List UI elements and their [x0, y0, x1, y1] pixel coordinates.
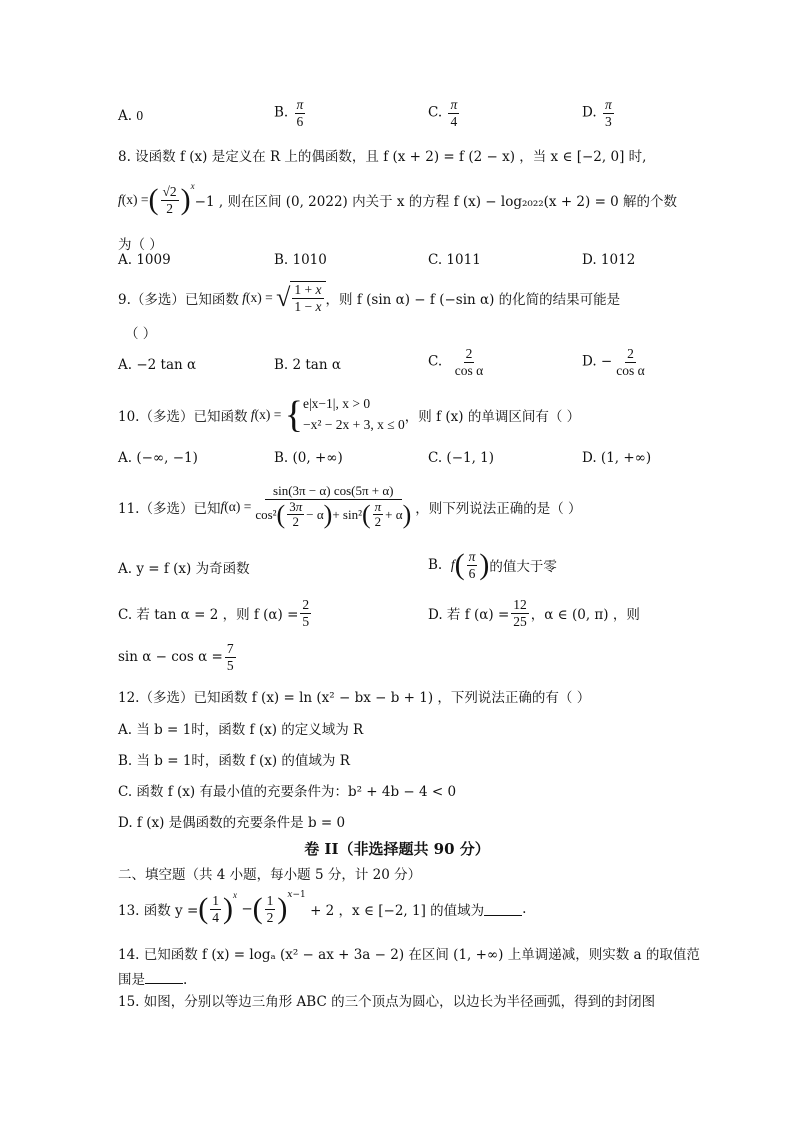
q14-stem-line2: [118, 968, 187, 988]
q12-stem: 12.（多选）已知函数 f (x) = ln (x² − bx − b + 1) ，下列说法正确的有（ ）: [118, 690, 591, 706]
q10-stem-suffix: ，则 f (x) 的单调区间有（ ）: [404, 409, 581, 425]
q13-stem: 13. 函数 y = ( $\frac{1}{4}$ ) $^x$ − ( $\frac{1}{2}$ ) $^{x -1}$ + 2 ，x ∈ [−2, 1] 的值域为 .: [118, 890, 527, 925]
q11-option-d-cont: sin α − cos α = $\frac{7}{5}$: [118, 640, 234, 673]
answer-blank: [145, 971, 183, 984]
numerator: 2: [465, 346, 473, 361]
q10-stem: 10.（多选）已知函数 f (x) = { e|x−1|, x > 0 −x² − 2x + 3, x ≤ 0 ，则 f (x) 的单调区间有（ ）: [118, 394, 581, 436]
q14-stem-line1: 14. 已知函数 f (x) = logₐ (x² − ax + 3a − 2) 在区间 (1, +∞) 上单调递减，则实数 a 的取值范: [118, 947, 700, 963]
numerator: π: [604, 97, 612, 112]
q9-stem-suffix: ，则 f (sin α) − f (−sin α) 的化简的结果可能是: [325, 292, 621, 308]
option-text: 的值大于零: [489, 559, 557, 575]
fraction: [448, 97, 459, 129]
answer-blank: [484, 903, 522, 916]
option-letter: B.: [428, 557, 443, 573]
option-value: 0: [136, 108, 144, 123]
option-letter: C.: [428, 353, 443, 370]
q8-option-b: B. 1010: [274, 252, 327, 268]
q12-option-a: A. 当 b = 1时，函数 f (x) 的定义域为 R: [118, 722, 364, 738]
q8-line2-text: −1 , 则在区间 (0, 2022) 内关于 x 的方程 f (x) − log₂₀₂₂(x + 2) = 0 解的个数: [194, 194, 678, 210]
fraction: [295, 97, 306, 129]
q10-option-a: A. (−∞, −1): [118, 450, 198, 466]
q11-stem-prefix: 11.（多选）已知: [118, 501, 221, 517]
q8-stem-line3: 为（ ）: [118, 237, 163, 253]
denominator: 3: [604, 113, 612, 129]
option-letter: D. −: [582, 353, 613, 370]
q14-text-b: 围是: [118, 972, 145, 988]
q8-stem-line1: 8. 设函数 f (x) 是定义在 R 上的偶函数，且 f (x + 2) = f (2 − x) ，当 x ∈ [−2, 0] 时,: [118, 149, 647, 165]
q14-text-c: .: [183, 972, 188, 988]
option-text-tail: ，α ∈ (0, π) ，则: [530, 607, 640, 623]
option-letter: D.: [582, 104, 597, 121]
denominator: 6: [296, 113, 304, 129]
denominator: cos α: [616, 362, 645, 378]
q10-stem-prefix: 10.（多选）已知函数: [118, 409, 248, 425]
q9-option-a: A. −2 tan α: [118, 357, 197, 373]
q10-option-c: C. (−1, 1): [428, 450, 495, 466]
q7-option-d: [582, 97, 616, 129]
q11-option-b: B. f ( $\frac{\pi}{6}$ ) 的值大于零: [428, 548, 557, 581]
q11-option-c: C. 若 tan α = 2 ，则 f (α) = $\frac{2}{5}$: [118, 596, 310, 629]
q8-option-c: C. 1011: [428, 252, 481, 268]
option-letter: B.: [274, 104, 289, 121]
q12-option-d: D. f (x) 是偶函数的充要条件是 b = 0: [118, 815, 346, 831]
q11-stem-suffix: ，则下列说法正确的是（ ）: [415, 501, 582, 517]
q8-option-a: A. 1009: [118, 252, 171, 268]
q9-stem-prefix: 9.（多选）已知函数: [118, 292, 239, 308]
option-text: C. 若 tan α = 2 ，则 f (α) =: [118, 607, 299, 623]
section-title: 卷 II（非选择题共 90 分）: [304, 840, 490, 858]
numerator: sin(3π − α) cos(5π + α): [265, 484, 401, 500]
case-2: −x² − 2x + 3, x ≤ 0: [302, 417, 405, 432]
option-text: sin α − cos α =: [118, 649, 223, 665]
case-1: e|x−1|, x > 0: [302, 396, 371, 412]
q13-text-c: .: [522, 901, 527, 917]
q15-stem: 15. 如图，分别以等边三角形 ABC 的三个顶点为圆心，以边长为半径画弧，得到的封闭图: [118, 994, 656, 1010]
denominator: cos α: [454, 362, 484, 378]
option-text: D. 若 f (α) =: [428, 607, 510, 623]
q11-stem: 11.（多选）已知 f (α) = sin(3π − α) cos(5π + α) cos² ( $\frac{3\pi}{2}$ − α ) + sin² ( $\frac{\pi}{2}$ + α ) ，则下列说法正确的是（ ）: [118, 482, 582, 530]
q11-option-d: D. 若 f (α) = $\frac{12}{25}$ ，α ∈ (0, π) ，则: [428, 596, 640, 629]
q8-option-d: D. 1012: [582, 252, 636, 268]
piecewise-cases: [303, 394, 405, 436]
option-letter: C.: [428, 104, 443, 121]
q7-option-c: [428, 97, 461, 129]
numerator: π: [450, 97, 458, 112]
fraction: [603, 97, 614, 129]
q7-option-a: [118, 108, 143, 124]
q13-text-a: 13. 函数 y =: [118, 903, 199, 919]
q9-option-d: [582, 346, 649, 378]
q11-option-a: A. y = f (x) 为奇函数: [118, 561, 250, 577]
q8-stem-line2: f (x) = ( $\frac{√2}{2}$ ) $^x$ −1 , 则在区间 (0, 2022) 内关于 x 的方程 f (x) − log₂₀₂₂(x + 2) = 0 解的个数: [118, 181, 678, 216]
q7-option-b: [274, 97, 307, 129]
q9-option-b: B. 2 tan α: [274, 357, 341, 373]
q10-option-b: B. (0, +∞): [274, 450, 343, 466]
option-letter: A.: [118, 108, 133, 124]
numerator: π: [296, 97, 304, 112]
q13-text-b: + 2 ，x ∈ [−2, 1] 的值域为: [310, 903, 485, 919]
denominator: 4: [450, 113, 458, 129]
numerator: 2: [627, 346, 634, 361]
q12-option-b: B. 当 b = 1时，函数 f (x) 的值域为 R: [118, 753, 350, 769]
q9-stem: 9.（多选）已知函数 f (x) = √ $\frac{1 + x}{1 - x}$ ，则 f (sin α) − f (−sin α) 的化简的结果可能是: [118, 282, 621, 314]
section-subtitle: 二、填空题（共 4 小题，每小题 5 分，计 20 分）: [118, 867, 422, 883]
q9-option-c: [428, 346, 487, 378]
q10-option-d: D. (1, +∞): [582, 450, 652, 466]
q9-paren: （ ）: [125, 326, 157, 342]
q12-option-c: C. 函数 f (x) 有最小值的充要条件为：b² + 4b − 4 < 0: [118, 784, 457, 800]
